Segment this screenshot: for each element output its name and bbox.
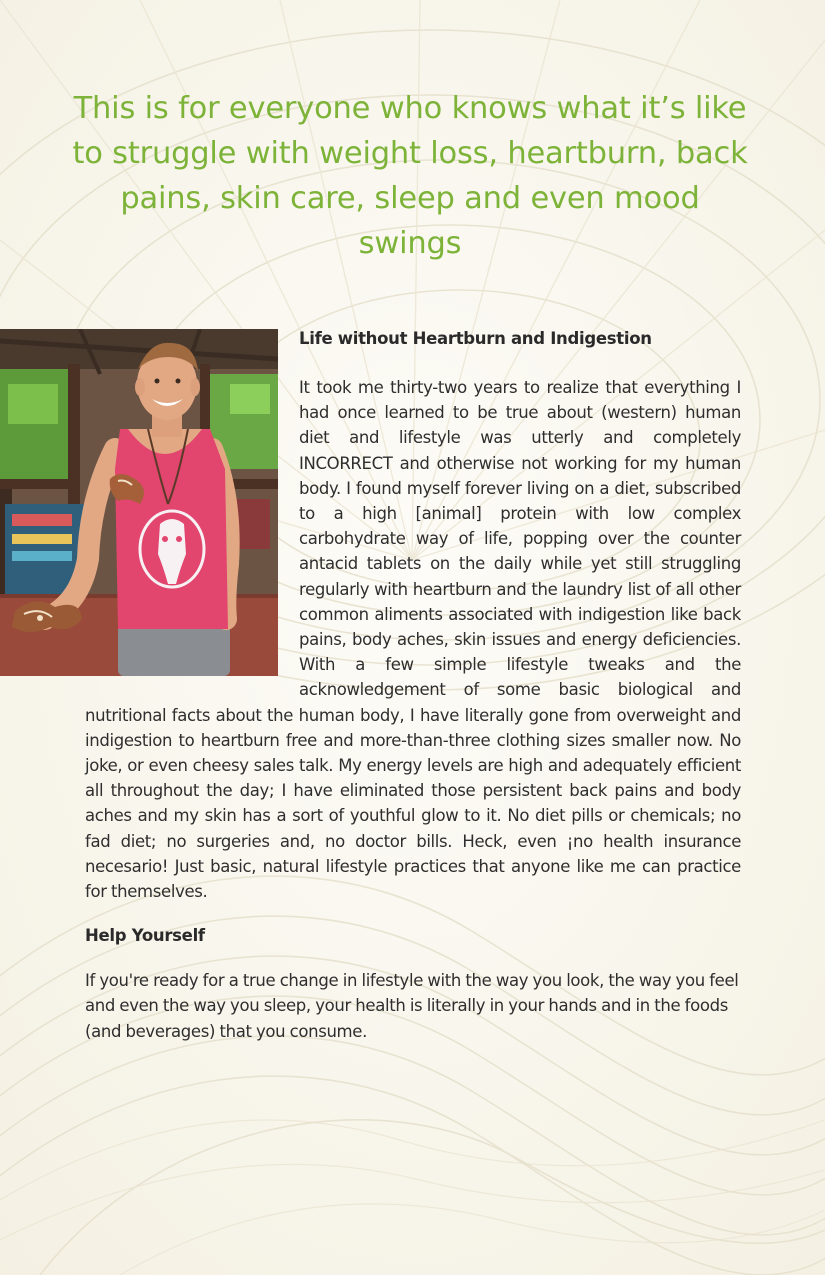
section-body-heartburn: It took me thirty-two years to realize that everything I had once learned to be true about (western) human diet and lifestyle was utterly and completely INCORRECT and otherwise not working for my human body. I found myself forever living on a diet, subscribed to a high [animal] protein with low complex carbohydrate way of life, popping over the counter antacid tablets on the daily while yet still struggling regularly with heartburn and the laundry list of all other common aliments associated with indigestion like back pains, body aches, skin issues and energy deficiencies. With a few simple lifestyle tweaks and the acknowledgement of some basic biological and nutritional facts about the human body, I have literally gone from overweight and indigestion to heartburn free and more-than-three clothing sizes smaller now. No joke, or even cheesy sales talk. My energy levels are high and adequately efficient all throughout the day; I have eliminated those persistent back pains and body aches and my skin has a sort of youthful glow to it. No diet pills or chemicals; no fad diet; no surgeries and, no doctor bills. Heck, even ¡no health insurance necesario! Just basic, natural lifestyle practices that anyone like me can practice for themselves. <box>85 378 741 902</box>
photo-spacer <box>0 325 299 692</box>
headline: This is for everyone who knows what it’s like to struggle with weight loss, heartburn, back pains, skin care, sleep and even mood swings <box>72 91 748 261</box>
section-body-help-yourself: If you're ready for a true change in lifestyle with the way you look, the way you feel and even the way you sleep, your health is literally in your hands and in the foods (and beverages) that you consume. <box>85 971 739 1041</box>
section-title-heartburn: Life without Heartburn and Indigestion <box>299 329 652 348</box>
article <box>0 325 825 1044</box>
section-title-help-yourself: Help Yourself <box>85 926 205 946</box>
